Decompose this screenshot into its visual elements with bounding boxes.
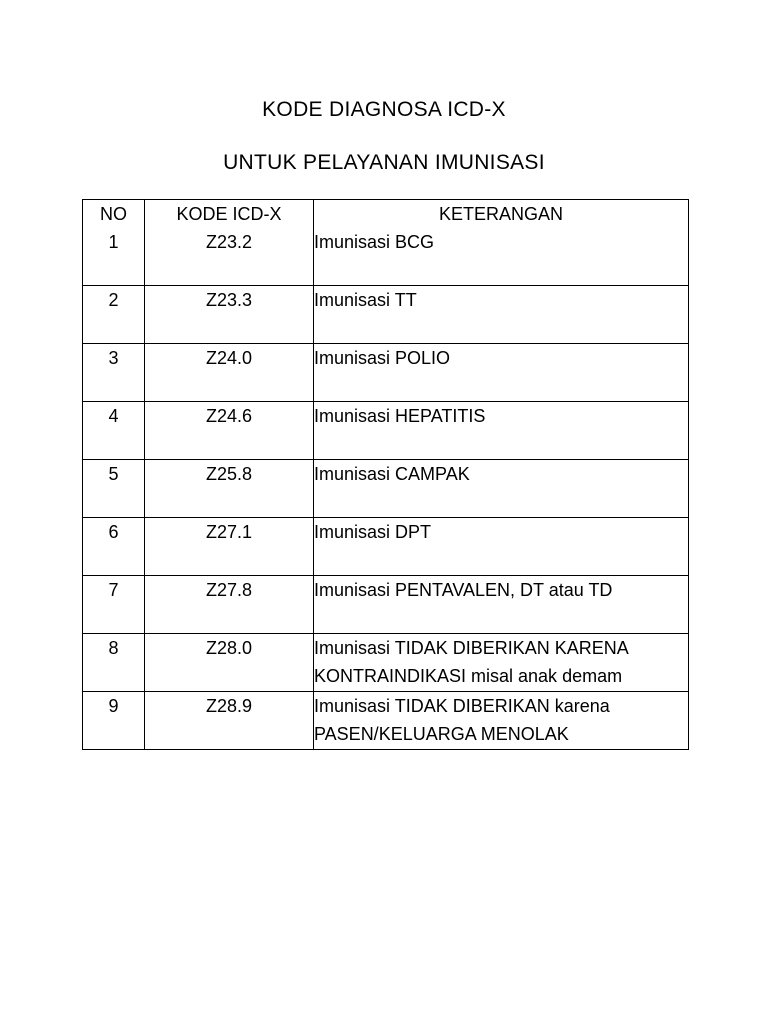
cell-no: 8: [83, 634, 145, 692]
cell-kode: Z25.8: [145, 460, 314, 518]
cell-keterangan: Imunisasi POLIO: [314, 344, 689, 402]
cell-keterangan: Imunisasi PENTAVALEN, DT atau TD: [314, 576, 689, 634]
cell-kode: Z24.0: [145, 344, 314, 402]
cell-no: 3: [83, 344, 145, 402]
table-row: [83, 692, 689, 750]
table-row: [83, 634, 689, 692]
cell-no: 9: [83, 692, 145, 750]
cell-keterangan: Imunisasi TIDAK DIBERIKAN KARENA KONTRAINDIKASI misal anak demam: [314, 634, 689, 692]
cell-no: 2: [83, 286, 145, 344]
header-keterangan: KETERANGAN: [314, 200, 689, 229]
cell-keterangan: Imunisasi DPT: [314, 518, 689, 576]
cell-no: 7: [83, 576, 145, 634]
table-row: [83, 460, 689, 518]
table-row: [83, 228, 689, 286]
cell-keterangan: Imunisasi CAMPAK: [314, 460, 689, 518]
header-no: NO: [83, 200, 145, 229]
table-row: [83, 344, 689, 402]
cell-keterangan: Imunisasi TT: [314, 286, 689, 344]
icd-code-table: [82, 199, 689, 750]
table-row: [83, 518, 689, 576]
cell-kode: Z27.8: [145, 576, 314, 634]
document-subtitle: UNTUK PELAYANAN IMUNISASI: [223, 151, 545, 174]
cell-kode: Z23.3: [145, 286, 314, 344]
cell-keterangan: Imunisasi TIDAK DIBERIKAN karena PASEN/KELUARGA MENOLAK: [314, 692, 689, 750]
table-row: [83, 402, 689, 460]
cell-keterangan: Imunisasi BCG: [314, 228, 689, 286]
header-kode-icd: KODE ICD-X: [145, 200, 314, 229]
cell-kode: Z24.6: [145, 402, 314, 460]
cell-kode: Z23.2: [145, 228, 314, 286]
cell-kode: Z27.1: [145, 518, 314, 576]
table-row: [83, 286, 689, 344]
cell-no: 6: [83, 518, 145, 576]
cell-no: 4: [83, 402, 145, 460]
cell-kode: Z28.0: [145, 634, 314, 692]
cell-kode: Z28.9: [145, 692, 314, 750]
table-header-row: [83, 200, 689, 229]
cell-no: 1: [83, 228, 145, 286]
cell-keterangan: Imunisasi HEPATITIS: [314, 402, 689, 460]
cell-no: 5: [83, 460, 145, 518]
table-row: [83, 576, 689, 634]
document-title: KODE DIAGNOSA ICD-X: [262, 98, 506, 121]
